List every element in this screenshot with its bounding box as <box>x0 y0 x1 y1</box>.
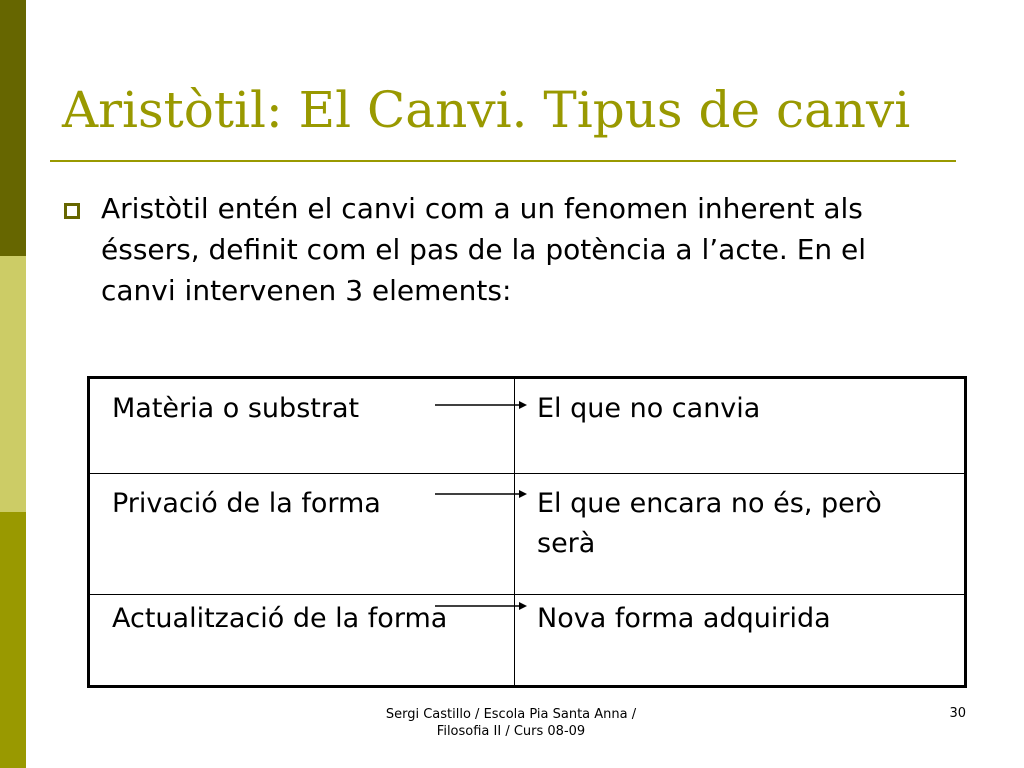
arrow-right-icon <box>435 400 527 410</box>
description-cell: El que no canvia <box>515 378 966 474</box>
page-number: 30 <box>949 706 966 721</box>
footer <box>355 706 667 740</box>
arrow-right-icon <box>435 601 527 611</box>
footer-line: Filosofia II / Curs 08-09 <box>436 724 586 739</box>
arrow-right-icon <box>435 489 527 499</box>
slide-title: Aristòtil: El Canvi. Tipus de canvi <box>62 81 911 139</box>
table-row <box>89 595 966 687</box>
description-cell: Nova forma adquirida <box>515 595 966 687</box>
description-cell: El que encara no és, però serà <box>515 473 966 594</box>
side-bar-dark <box>0 0 26 256</box>
element-cell: Privació de la forma <box>89 473 515 594</box>
title-divider <box>50 160 956 162</box>
footer-line: Sergi Castillo / Escola Pia Santa Anna / <box>385 707 637 722</box>
side-bar-mid <box>0 512 26 768</box>
element-cell: Actualització de la forma <box>89 595 515 687</box>
side-bar-light <box>0 256 26 512</box>
table-row <box>89 378 966 474</box>
bullet-text: Aristòtil entén el canvi com a un fenomen inherent als éssers, definit com el pas de la potència a l’acte. En el canvi intervenen 3 elements: <box>101 192 867 307</box>
square-bullet-icon <box>64 203 80 219</box>
elements-table <box>87 376 967 688</box>
element-cell: Matèria o substrat <box>89 378 515 474</box>
table-row <box>89 473 966 594</box>
